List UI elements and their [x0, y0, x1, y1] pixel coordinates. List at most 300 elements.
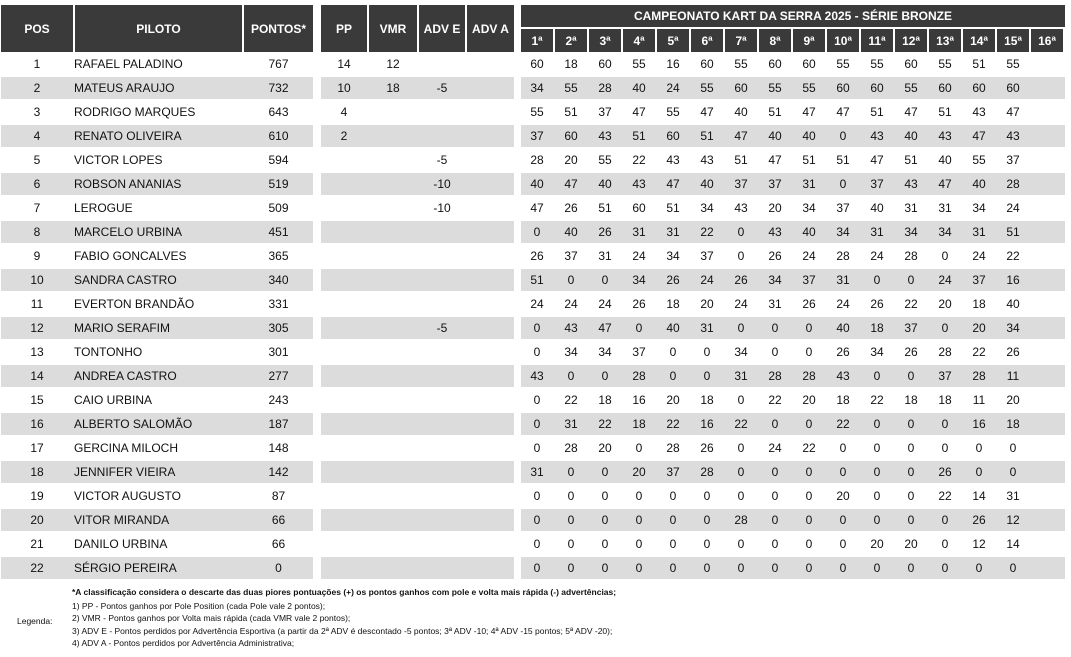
race-points-cell: 55: [802, 81, 816, 95]
pilot-name: SÉRGIO PEREIRA: [74, 561, 177, 575]
table-row: [0, 532, 1071, 556]
race-points-cell: 51: [598, 201, 612, 215]
adv-a-cell: [467, 389, 514, 411]
race-points-cell: 51: [870, 105, 884, 119]
race-points-cell: 37: [836, 201, 850, 215]
race-points-cell: 11: [972, 393, 986, 407]
race-points-cell: [1031, 245, 1063, 267]
race-points-cell: 0: [567, 273, 575, 287]
race-points-cell: 34: [802, 201, 816, 215]
vmr-cell: [369, 149, 417, 171]
race-points-cell: 24: [530, 297, 544, 311]
race-points-cell: 0: [941, 537, 949, 551]
adv-e-cell: [419, 341, 465, 363]
race-points-cell: [1031, 101, 1063, 123]
race-points-cell: 55: [530, 105, 544, 119]
points-cell: 187: [268, 417, 289, 431]
race-points-cell: 43: [598, 129, 612, 143]
adv-e-cell: [419, 101, 465, 123]
pp-cell: [321, 413, 367, 435]
vmr-cell: [369, 125, 417, 147]
race-points-cell: 60: [598, 57, 612, 71]
adv-a-cell: [467, 125, 514, 147]
race-points-cell: 0: [669, 345, 677, 359]
race-points-cell: 47: [802, 105, 816, 119]
race-points-cell: 24: [972, 249, 986, 263]
table-row: [0, 388, 1071, 412]
race-points-cell: 0: [567, 489, 575, 503]
race-points-cell: 34: [972, 201, 986, 215]
header-piloto: PILOTO: [75, 5, 242, 52]
race-points-cell: 20: [700, 297, 714, 311]
race-points-cell: 37: [734, 177, 748, 191]
pos-cell: 7: [33, 201, 41, 215]
race-header: 11ª: [861, 29, 893, 52]
race-points-cell: 18: [632, 417, 646, 431]
race-points-cell: 26: [938, 465, 952, 479]
race-header: 12ª: [895, 29, 927, 52]
race-points-cell: 47: [938, 177, 952, 191]
race-points-cell: 18: [700, 393, 714, 407]
pp-cell: [321, 437, 367, 459]
race-points-cell: 40: [802, 129, 816, 143]
pos-cell: 2: [33, 81, 41, 95]
race-points-cell: 0: [873, 513, 881, 527]
race-points-cell: 0: [737, 321, 745, 335]
adv-a-cell: [467, 53, 514, 75]
race-points-cell: 0: [567, 537, 575, 551]
adv-a-cell: [467, 77, 514, 99]
race-points-cell: 26: [632, 297, 646, 311]
pilot-name: SANDRA CASTRO: [74, 273, 177, 287]
table-row: [0, 364, 1071, 388]
header-pos: POS: [1, 5, 73, 52]
race-points-cell: 0: [873, 465, 881, 479]
race-points-cell: 0: [533, 393, 541, 407]
pp-cell: [321, 317, 367, 339]
race-points-cell: 18: [666, 297, 680, 311]
race-points-cell: 22: [700, 225, 714, 239]
race-points-cell: 22: [734, 417, 748, 431]
race-points-cell: 51: [700, 129, 714, 143]
race-points-cell: 0: [839, 441, 847, 455]
race-points-cell: 0: [601, 513, 609, 527]
pilot-name: MARCELO URBINA: [74, 225, 183, 239]
race-points-cell: 0: [601, 273, 609, 287]
race-points-cell: 47: [768, 153, 782, 167]
race-points-cell: 24: [870, 249, 884, 263]
vmr-cell: [369, 365, 417, 387]
race-points-cell: 34: [938, 225, 952, 239]
pos-cell: 6: [33, 177, 41, 191]
adv-e-cell: -5: [436, 153, 448, 167]
points-cell: 142: [268, 465, 289, 479]
race-points-cell: 47: [1006, 105, 1020, 119]
race-points-cell: 31: [768, 297, 782, 311]
race-points-cell: 0: [839, 129, 847, 143]
race-points-cell: 0: [669, 561, 677, 575]
race-points-cell: 0: [839, 537, 847, 551]
pilot-name: VICTOR AUGUSTO: [74, 489, 181, 503]
race-points-cell: 0: [873, 369, 881, 383]
race-points-cell: 16: [632, 393, 646, 407]
race-points-cell: 26: [734, 273, 748, 287]
race-points-cell: 0: [805, 321, 813, 335]
race-points-cell: 51: [768, 105, 782, 119]
race-points-cell: 37: [972, 273, 986, 287]
race-points-cell: 60: [938, 81, 952, 95]
race-points-cell: 43: [836, 369, 850, 383]
race-points-cell: 0: [839, 177, 847, 191]
race-points-cell: 43: [666, 153, 680, 167]
race-header: 2ª: [555, 29, 587, 52]
pos-cell: 22: [30, 561, 44, 575]
race-points-cell: 0: [737, 441, 745, 455]
race-points-cell: [1031, 269, 1063, 291]
race-points-cell: 0: [771, 345, 779, 359]
race-points-cell: 20: [598, 441, 612, 455]
adv-a-cell: [467, 341, 514, 363]
race-points-cell: 28: [734, 513, 748, 527]
table-row: [0, 220, 1071, 244]
race-points-cell: 0: [567, 369, 575, 383]
vmr-cell: [369, 197, 417, 219]
adv-a-cell: [467, 269, 514, 291]
race-points-cell: 0: [635, 441, 643, 455]
race-points-cell: 0: [533, 513, 541, 527]
adv-e-cell: [419, 533, 465, 555]
race-points-cell: [1031, 461, 1063, 483]
race-points-cell: 31: [836, 273, 850, 287]
race-header: 16ª: [1031, 29, 1063, 52]
table-row: [0, 268, 1071, 292]
race-points-cell: 0: [805, 417, 813, 431]
race-points-cell: 26: [802, 297, 816, 311]
race-points-cell: 43: [530, 369, 544, 383]
race-points-cell: 34: [564, 345, 578, 359]
pp-cell: 14: [337, 57, 351, 71]
adv-e-cell: [419, 485, 465, 507]
pp-cell: [321, 533, 367, 555]
race-points-cell: 43: [734, 201, 748, 215]
vmr-cell: [369, 557, 417, 579]
race-points-cell: 60: [972, 81, 986, 95]
race-points-cell: 31: [598, 249, 612, 263]
points-cell: 732: [268, 81, 289, 95]
race-points-cell: 60: [632, 201, 646, 215]
adv-a-cell: [467, 317, 514, 339]
race-points-cell: 16: [1006, 273, 1020, 287]
pp-cell: [321, 221, 367, 243]
race-points-cell: 0: [907, 369, 915, 383]
adv-e-cell: -10: [433, 177, 451, 191]
race-points-cell: 0: [669, 537, 677, 551]
race-points-cell: [1031, 77, 1063, 99]
header-pp: PP: [321, 5, 367, 52]
race-points-cell: 14: [972, 489, 986, 503]
points-cell: 66: [271, 537, 286, 551]
race-points-cell: 24: [632, 249, 646, 263]
race-points-cell: 28: [666, 441, 680, 455]
race-points-cell: 51: [564, 105, 578, 119]
race-header: 8ª: [759, 29, 791, 52]
race-points-cell: 47: [666, 177, 680, 191]
race-points-cell: 0: [771, 489, 779, 503]
race-header: 13ª: [929, 29, 961, 52]
race-points-cell: 0: [669, 369, 677, 383]
championship-title: CAMPEONATO KART DA SERRA 2025 - SÉRIE BRONZE: [521, 5, 1065, 27]
race-points-cell: 18: [1006, 417, 1020, 431]
race-points-cell: 43: [972, 105, 986, 119]
pilot-name: RENATO OLIVEIRA: [74, 129, 182, 143]
adv-e-cell: [419, 557, 465, 579]
race-points-cell: 26: [564, 201, 578, 215]
adv-a-cell: [467, 413, 514, 435]
race-points-cell: 0: [533, 225, 541, 239]
legend-label: Legenda:: [17, 616, 53, 626]
race-points-cell: 14: [1006, 537, 1020, 551]
race-points-cell: 31: [802, 177, 816, 191]
vmr-cell: [369, 509, 417, 531]
adv-a-cell: [467, 173, 514, 195]
race-points-cell: 16: [700, 417, 714, 431]
race-points-cell: 34: [530, 81, 544, 95]
table-row: [0, 436, 1071, 460]
adv-e-cell: [419, 125, 465, 147]
adv-a-cell: [467, 437, 514, 459]
legend-item: 3) ADV E - Pontos perdidos por Advertência Esportiva (a partir da 2ª ADV é descontado -5 pontos; 3ª ADV -10; 4ª ADV -15 pontos; 5ª ADV -20);: [72, 625, 613, 636]
header-pontos: PONTOS*: [244, 5, 313, 52]
race-points-cell: 28: [768, 369, 782, 383]
race-points-cell: 20: [768, 201, 782, 215]
pos-cell: 5: [33, 153, 41, 167]
race-points-cell: 51: [734, 153, 748, 167]
race-points-cell: 40: [904, 129, 918, 143]
race-points-cell: 0: [975, 465, 983, 479]
pp-cell: [321, 245, 367, 267]
race-points-cell: 0: [805, 561, 813, 575]
header-adv-e: ADV E: [419, 5, 465, 52]
race-points-cell: 20: [1006, 393, 1020, 407]
vmr-cell: [369, 437, 417, 459]
race-points-cell: 37: [938, 369, 952, 383]
pos-cell: 3: [33, 105, 41, 119]
race-points-cell: 0: [737, 489, 745, 503]
race-points-cell: 24: [700, 273, 714, 287]
race-points-cell: 60: [564, 129, 578, 143]
race-points-cell: 22: [666, 417, 680, 431]
race-points-cell: 55: [564, 81, 578, 95]
vmr-cell: [369, 341, 417, 363]
pilot-name: ROBSON ANANIAS: [74, 177, 182, 191]
race-points-cell: 0: [703, 561, 711, 575]
table-row: [0, 196, 1071, 220]
pilot-name: RODRIGO MARQUES: [74, 105, 196, 119]
race-points-cell: 31: [870, 225, 884, 239]
race-points-cell: [1031, 221, 1063, 243]
pilot-name: MATEUS ARAUJO: [74, 81, 175, 95]
race-points-cell: 40: [632, 81, 646, 95]
race-points-cell: 0: [907, 273, 915, 287]
adv-a-cell: [467, 245, 514, 267]
pilot-name: DANILO URBINA: [74, 537, 168, 551]
race-points-cell: 24: [734, 297, 748, 311]
table-row: [0, 172, 1071, 196]
race-points-cell: 28: [938, 345, 952, 359]
adv-e-cell: [419, 389, 465, 411]
race-points-cell: 37: [700, 249, 714, 263]
race-points-cell: 31: [632, 225, 646, 239]
race-points-cell: 18: [904, 393, 918, 407]
vmr-cell: [369, 293, 417, 315]
race-points-cell: 0: [1009, 561, 1017, 575]
race-points-cell: 34: [700, 201, 714, 215]
table-row: [0, 100, 1071, 124]
race-points-cell: 43: [700, 153, 714, 167]
race-points-cell: 22: [938, 489, 952, 503]
race-points-cell: 40: [666, 321, 680, 335]
pp-cell: 2: [340, 129, 348, 143]
race-points-cell: 0: [907, 441, 915, 455]
race-points-cell: 18: [836, 393, 850, 407]
race-points-cell: 34: [734, 345, 748, 359]
race-points-cell: 28: [632, 369, 646, 383]
points-cell: 243: [268, 393, 289, 407]
vmr-cell: [369, 317, 417, 339]
race-points-cell: 0: [975, 561, 983, 575]
points-cell: 519: [268, 177, 289, 191]
adv-a-cell: [467, 557, 514, 579]
race-points-cell: 31: [972, 225, 986, 239]
adv-e-cell: [419, 53, 465, 75]
race-points-cell: 55: [768, 81, 782, 95]
race-points-cell: 0: [635, 321, 643, 335]
adv-a-cell: [467, 221, 514, 243]
race-points-cell: 55: [870, 57, 884, 71]
adv-e-cell: [419, 293, 465, 315]
race-points-cell: 0: [737, 561, 745, 575]
race-points-cell: 40: [700, 177, 714, 191]
adv-e-cell: [419, 269, 465, 291]
pos-cell: 10: [30, 273, 44, 287]
adv-a-cell: [467, 293, 514, 315]
race-points-cell: 28: [598, 81, 612, 95]
race-points-cell: 37: [530, 129, 544, 143]
race-points-cell: 0: [1009, 465, 1017, 479]
race-points-cell: 43: [1006, 129, 1020, 143]
pp-cell: 10: [337, 81, 351, 95]
race-points-cell: 43: [632, 177, 646, 191]
adv-a-cell: [467, 485, 514, 507]
adv-e-cell: [419, 437, 465, 459]
pilot-name: VITOR MIRANDA: [74, 513, 170, 527]
race-points-cell: 60: [700, 57, 714, 71]
points-cell: 767: [268, 57, 289, 71]
adv-a-cell: [467, 365, 514, 387]
race-points-cell: 0: [873, 273, 881, 287]
race-points-cell: 60: [666, 129, 680, 143]
race-points-cell: 37: [564, 249, 578, 263]
race-points-cell: 0: [533, 417, 541, 431]
race-header: 14ª: [963, 29, 995, 52]
race-points-cell: 28: [802, 369, 816, 383]
pos-cell: 14: [30, 369, 44, 383]
header-vmr: VMR: [369, 5, 417, 52]
race-points-cell: 47: [700, 105, 714, 119]
vmr-cell: [369, 413, 417, 435]
race-points-cell: 0: [805, 345, 813, 359]
footnote-main: *A classificação considera o descarte das duas piores pontuações (+) os pontos ganhos com pole e volta mais rápida (-) advertências;: [72, 587, 617, 597]
pos-cell: 12: [30, 321, 44, 335]
race-points-cell: 0: [771, 417, 779, 431]
race-points-cell: 0: [941, 321, 949, 335]
race-points-cell: 26: [530, 249, 544, 263]
race-points-cell: 34: [1006, 321, 1020, 335]
race-points-cell: 28: [530, 153, 544, 167]
race-points-cell: 20: [938, 297, 952, 311]
race-points-cell: 12: [972, 537, 986, 551]
race-points-cell: [1031, 437, 1063, 459]
pp-cell: [321, 485, 367, 507]
race-points-cell: 47: [530, 201, 544, 215]
race-points-cell: 0: [771, 465, 779, 479]
race-points-cell: 34: [904, 225, 918, 239]
race-header: 15ª: [997, 29, 1029, 52]
points-cell: 66: [271, 513, 286, 527]
race-points-cell: 0: [703, 537, 711, 551]
table-row: [0, 292, 1071, 316]
race-points-cell: 43: [870, 129, 884, 143]
race-header: 3ª: [589, 29, 621, 52]
race-points-cell: 0: [635, 561, 643, 575]
race-points-cell: 47: [904, 105, 918, 119]
points-cell: 643: [268, 105, 289, 119]
race-points-cell: 60: [870, 81, 884, 95]
race-points-cell: 55: [972, 153, 986, 167]
race-points-cell: 31: [666, 225, 680, 239]
race-points-cell: 20: [836, 489, 850, 503]
race-points-cell: 37: [768, 177, 782, 191]
race-points-cell: [1031, 509, 1063, 531]
race-points-cell: 22: [870, 393, 884, 407]
vmr-cell: [369, 101, 417, 123]
race-points-cell: 47: [564, 177, 578, 191]
vmr-cell: [369, 245, 417, 267]
adv-e-cell: [419, 365, 465, 387]
race-points-cell: [1031, 53, 1063, 75]
race-points-cell: 0: [567, 561, 575, 575]
race-points-cell: 37: [598, 105, 612, 119]
race-points-cell: 55: [938, 57, 952, 71]
pp-cell: [321, 269, 367, 291]
race-points-cell: 16: [972, 417, 986, 431]
race-points-cell: 40: [802, 225, 816, 239]
race-points-cell: 55: [666, 105, 680, 119]
vmr-cell: [369, 485, 417, 507]
points-cell: 509: [268, 201, 289, 215]
table-row: [0, 556, 1071, 580]
race-points-cell: 55: [904, 81, 918, 95]
race-points-cell: [1031, 533, 1063, 555]
race-points-cell: 0: [601, 369, 609, 383]
race-points-cell: 47: [836, 105, 850, 119]
pos-cell: 15: [30, 393, 44, 407]
header-adv-a: ADV A: [467, 5, 514, 52]
race-points-cell: 0: [669, 513, 677, 527]
adv-a-cell: [467, 197, 514, 219]
race-points-cell: 31: [530, 465, 544, 479]
race-points-cell: 0: [601, 561, 609, 575]
